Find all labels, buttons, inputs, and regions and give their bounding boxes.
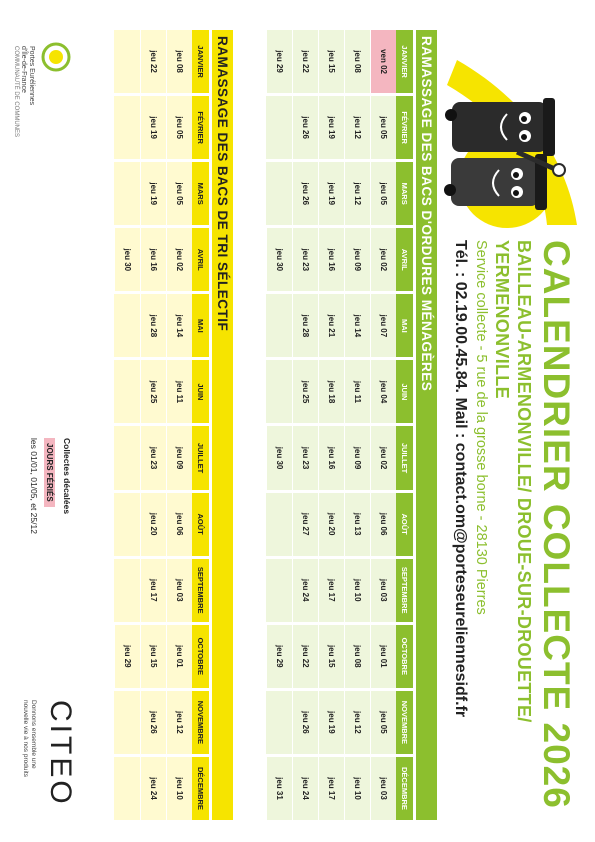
portes-eureliennes-logo [13,42,77,192]
month-header: OCTOBRE [192,625,209,688]
communes-line-1: BAILLEAU-ARMENONVILLE/ DROUE-SUR-DROUETTE/ [514,240,534,723]
month-header: OCTOBRE [396,625,413,688]
collection-day: jeu 19 [318,691,344,754]
collection-day: jeu 30 [266,426,292,489]
month-header: MARS [192,162,209,225]
collection-day: jeu 26 [292,96,318,159]
collection-day: jeu 15 [318,30,344,93]
month-header: JANVIER [192,30,209,93]
collection-day: jeu 22 [292,625,318,688]
collection-day: jeu 08 [344,625,370,688]
month-header: AVRIL [192,228,209,291]
month-header: JUIN [192,360,209,423]
month-header: AVRIL [396,228,413,291]
collection-day: jeu 05 [370,691,396,754]
shifted-collections-note: Collectes décalées [62,438,72,515]
month-header: AOÛT [192,493,209,556]
month-header: DÉCEMBRE [192,757,209,820]
collection-day: jeu 10 [344,757,370,820]
month-column [114,162,209,225]
month-column [266,228,413,291]
month-column [266,493,413,556]
collection-day: jeu 05 [166,96,192,159]
collection-day: jeu 29 [266,625,292,688]
tri-calendar-grid [114,30,209,820]
month-header: NOVEMBRE [396,691,413,754]
citeo-tagline-1: Donnons ensemble une [30,700,37,769]
collection-day: jeu 07 [370,294,396,357]
month-header: JANVIER [396,30,413,93]
month-column [266,757,413,820]
contact-line: Tél. : 02.19.00.45.84. Mail : contact.om@porteseureliennesidf.fr [452,240,469,718]
collection-day: jeu 29 [114,625,140,688]
collection-day: jeu 02 [370,228,396,291]
collection-day: jeu 12 [344,96,370,159]
month-column [266,625,413,688]
month-column [114,426,209,489]
month-header: SEPTEMBRE [192,559,209,622]
month-header: MAI [396,294,413,357]
collection-day: jeu 03 [166,559,192,622]
month-column [266,162,413,225]
collection-day: jeu 24 [140,757,166,820]
collection-day: jeu 25 [140,360,166,423]
holiday-badge: JOURS FÉRIÉS [44,438,55,507]
month-header: JUILLET [396,426,413,489]
month-header: SEPTEMBRE [396,559,413,622]
month-column [114,228,209,291]
collection-day: jeu 23 [292,426,318,489]
portes-logo-line-2: d'Île-de-France [20,46,27,93]
collection-day: jeu 09 [344,228,370,291]
month-column [114,96,209,159]
month-column [114,559,209,622]
month-column [114,493,209,556]
collection-day: jeu 02 [166,228,192,291]
collection-day: jeu 16 [140,228,166,291]
holiday-dates-note: les 01/01, 01/05, et 25/12 [29,438,39,534]
collection-day: jeu 28 [140,294,166,357]
collection-day: jeu 14 [166,294,192,357]
ordures-calendar-grid [266,30,413,820]
month-header: FÉVRIER [192,96,209,159]
month-header: FÉVRIER [396,96,413,159]
collection-day: jeu 01 [370,625,396,688]
collection-day: jeu 05 [166,162,192,225]
collection-day: jeu 24 [292,559,318,622]
portes-logo-line-1: Portes Euréliennes [28,46,35,106]
month-column [114,360,209,423]
month-header: DÉCEMBRE [396,757,413,820]
collection-day: jeu 27 [292,493,318,556]
collection-day: jeu 18 [318,360,344,423]
collection-day: jeu 15 [140,625,166,688]
collection-day: jeu 17 [140,559,166,622]
collection-day: jeu 20 [140,493,166,556]
collection-day: jeu 19 [318,96,344,159]
collection-day: jeu 08 [344,30,370,93]
month-column [114,30,209,93]
collection-day: jeu 05 [370,162,396,225]
collection-day: jeu 10 [344,559,370,622]
ordures-section-title: RAMASSAGE DES BACS D'ORDURES MÉNAGÈRES [416,30,437,820]
month-column [266,294,413,357]
month-header: JUIN [396,360,413,423]
month-column [266,96,413,159]
month-column [266,30,413,93]
collection-day: jeu 19 [318,162,344,225]
collection-day: jeu 09 [166,426,192,489]
collection-day: jeu 16 [318,426,344,489]
collection-day: jeu 12 [344,691,370,754]
month-column [114,294,209,357]
month-header: JUILLET [192,426,209,489]
collection-day: jeu 20 [318,493,344,556]
collection-day: jeu 03 [370,757,396,820]
collection-day: jeu 16 [318,228,344,291]
collection-day: jeu 06 [370,493,396,556]
portes-logo-line-3: COMMUNAUTÉ DE COMMUNES [13,46,19,137]
collection-day: jeu 12 [344,162,370,225]
communes-line-2: YERMENONVILLE [492,240,512,399]
collection-day: jeu 13 [344,493,370,556]
collection-day: jeu 15 [318,625,344,688]
month-header: AOÛT [396,493,413,556]
month-header: NOVEMBRE [192,691,209,754]
collection-day: jeu 25 [292,360,318,423]
service-address: Service collecte - 5 rue de la grosse borne - 28130 Pierres [473,240,489,615]
month-header: MARS [396,162,413,225]
tri-section-title: RAMASSAGE DES BACS DE TRI SÉLECTIF [212,30,233,820]
collection-day: jeu 30 [114,228,140,291]
collection-day: jeu 01 [166,625,192,688]
collection-day: jeu 31 [266,757,292,820]
portes-logo-icon [41,42,71,72]
collection-day: jeu 26 [292,691,318,754]
month-column [266,691,413,754]
collection-day: jeu 12 [166,691,192,754]
page-title: CALENDRIER COLLECTE 2026 [536,240,577,809]
collection-day: jeu 14 [344,294,370,357]
bins-mascot-icon [437,40,587,230]
holiday-collection-day: ven 02 [370,30,396,93]
collection-day: jeu 10 [166,757,192,820]
collection-day: jeu 19 [140,162,166,225]
month-column [114,625,209,688]
collection-day: jeu 17 [318,559,344,622]
collection-day: jeu 08 [166,30,192,93]
month-column [114,757,209,820]
collection-day: jeu 23 [292,228,318,291]
collection-day: jeu 24 [292,757,318,820]
collection-day: jeu 22 [140,30,166,93]
collection-day: jeu 26 [140,691,166,754]
month-column [266,559,413,622]
citeo-logo: CITEO [44,700,77,807]
collection-day: jeu 06 [166,493,192,556]
collection-day: jeu 22 [292,30,318,93]
collection-day: jeu 30 [266,228,292,291]
collection-day: jeu 23 [140,426,166,489]
collection-day: jeu 21 [318,294,344,357]
month-column [266,426,413,489]
collection-day: jeu 03 [370,559,396,622]
collection-day: jeu 02 [370,426,396,489]
citeo-tagline-2: nouvelle vie à nos produits [22,700,29,777]
collection-day: jeu 28 [292,294,318,357]
collection-day: jeu 11 [166,360,192,423]
collection-day: jeu 09 [344,426,370,489]
month-header: MAI [192,294,209,357]
collection-day: jeu 17 [318,757,344,820]
collection-day: jeu 04 [370,360,396,423]
collection-day: jeu 11 [344,360,370,423]
collection-day: jeu 19 [140,96,166,159]
collection-day: jeu 26 [292,162,318,225]
month-column [114,691,209,754]
collection-day: jeu 05 [370,96,396,159]
collection-day: jeu 29 [266,30,292,93]
month-column [266,360,413,423]
